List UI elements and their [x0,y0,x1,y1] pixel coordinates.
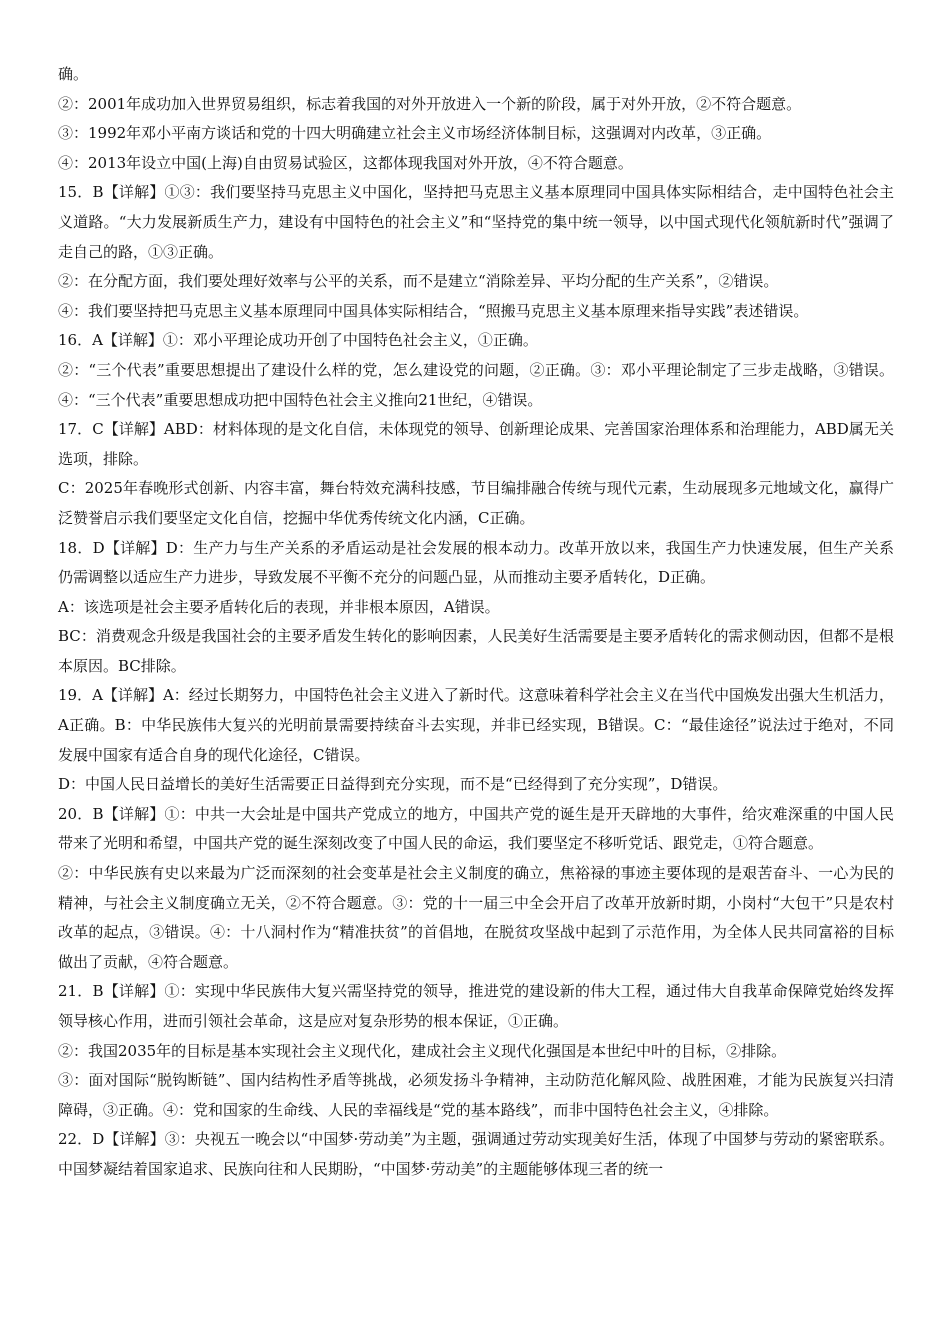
answer-18: 18．D【详解】D：生产力与生产关系的矛盾运动是社会发展的根本动力。改革开放以来，我国生产力快速发展，但生产关系仍需调整以适应生产力进步，导致发展不平衡不充分的问题凸显，从而推动主要矛盾转化，D正确。 [58,538,894,587]
paragraph: D：中国人民日益增长的美好生活需要正日益得到充分实现，而不是“已经得到了充分实现”，D错误。 [58,775,728,794]
paragraph: ③：1992年邓小平南方谈话和党的十四大明确建立社会主义市场经济体制目标，这强调对内改革，③正确。 [58,124,772,143]
paragraph: ②：“三个代表”重要思想提出了建设什么样的党，怎么建设党的问题，②正确。③：邓小平理论制定了三步走战略，③错误。④：“三个代表”重要思想成功把中国特色社会主义推向21世纪，④错误。 [58,360,894,409]
paragraph: ④：2013年设立中国(上海)自由贸易试验区，这都体现我国对外开放，④不符合题意。 [58,153,633,172]
paragraph: A：该选项是社会主要矛盾转化后的表现，并非根本原因，A错误。 [58,597,500,616]
paragraph: 确。 [58,65,89,83]
paragraph: ③：面对国际“脱钩断链”、国内结构性矛盾等挑战，必须发扬斗争精神，主动防范化解风险、战胜困难，才能为民族复兴扫清障碍，③正确。④：党和国家的生命线、人民的幸福线是“党的基本路线”，而非中国特色社会主义，④排除。 [58,1071,894,1119]
answer-16: 16．A【详解】①：邓小平理论成功开创了中国特色社会主义，①正确。 [58,331,538,350]
paragraph: BC：消费观念升级是我国社会的主要矛盾发生转化的影响因素，人民美好生活需要是主要矛盾转化的需求侧动因，但都不是根本原因。BC排除。 [58,627,894,675]
paragraph: ②：在分配方面，我们要处理好效率与公平的关系，而不是建立“消除差异、平均分配的生产关系”，②错误。 [58,272,779,291]
document-body [58,60,894,1185]
answer-21: 21．B【详解】①：实现中华民族伟大复兴需坚持党的领导，推进党的建设新的伟大工程，通过伟大自我革命保障党始终发挥领导核心作用，进而引领社会革命，这是应对复杂形势的根本保证，①正确。 [58,982,894,1030]
answer-20: 20．B【详解】①：中共一大会址是中国共产党成立的地方，中国共产党的诞生是开天辟地的大事件，给灾难深重的中国人民带来了光明和希望，中国共产党的诞生深刻改变了中国人民的命运，我们要坚定不移听党话、跟党走，①符合题意。 [58,804,894,853]
answer-22: 22．D【详解】③：央视五一晚会以“中国梦·劳动美”为主题，强调通过劳动实现美好生活，体现了中国梦与劳动的紧密联系。中国梦凝结着国家追求、民族向往和人民期盼，“中国梦·劳动美”的主题能够体现三者的统一 [58,1130,894,1178]
paragraph: ②：2001年成功加入世界贸易组织，标志着我国的对外开放进入一个新的阶段，属于对外开放，②不符合题意。 [58,94,802,113]
answer-19: 19．A【详解】A：经过长期努力，中国特色社会主义进入了新时代。这意味着科学社会主义在当代中国焕发出强大生机活力，A正确。B：中华民族伟大复兴的光明前景需要持续奋斗去实现，并非已经实现，B错误。C：“最佳途径”说法过于绝对，不同发展中国家有适合自身的现代化途径，C错误。 [58,686,894,764]
paragraph: C：2025年春晚形式创新、内容丰富，舞台特效充满科技感，节目编排融合传统与现代元素，生动展现多元地域文化，赢得广泛赞誉启示我们要坚定文化自信，挖掘中华优秀传统文化内涵，C正确。 [58,479,894,527]
paragraph: ②：中华民族有史以来最为广泛而深刻的社会变革是社会主义制度的确立，焦裕禄的事迹主要体现的是艰苦奋斗、一心为民的精神，与社会主义制度确立无关，②不符合题意。③：党的十一届三中全会开启了改革开放新时期，小岗村“大包干”只是农村改革的起点，③错误。④：十八洞村作为“精准扶贫”的首倡地，在脱贫攻坚战中起到了示范作用，为全体人民共同富裕的目标做出了贡献，④符合题意。 [58,864,894,971]
answer-17: 17．C【详解】ABD：材料体现的是文化自信，未体现党的领导、创新理论成果、完善国家治理体系和治理能力，ABD属无关选项，排除。 [58,420,894,468]
paragraph: ④：我们要坚持把马克思主义基本原理同中国具体实际相结合，“照搬马克思主义基本原理来指导实践”表述错误。 [58,301,809,320]
answer-15: 15．B【详解】①③：我们要坚持马克思主义中国化，坚持把马克思主义基本原理同中国具体实际相结合，走中国特色社会主义道路。“大力发展新质生产力，建设有中国特色的社会主义”和“坚持党的集中统一领导，以中国式现代化领航新时代”强调了走自己的路，①③正确。 [58,183,894,261]
paragraph: ②：我国2035年的目标是基本实现社会主义现代化，建成社会主义现代化强国是本世纪中叶的目标，②排除。 [58,1041,787,1060]
